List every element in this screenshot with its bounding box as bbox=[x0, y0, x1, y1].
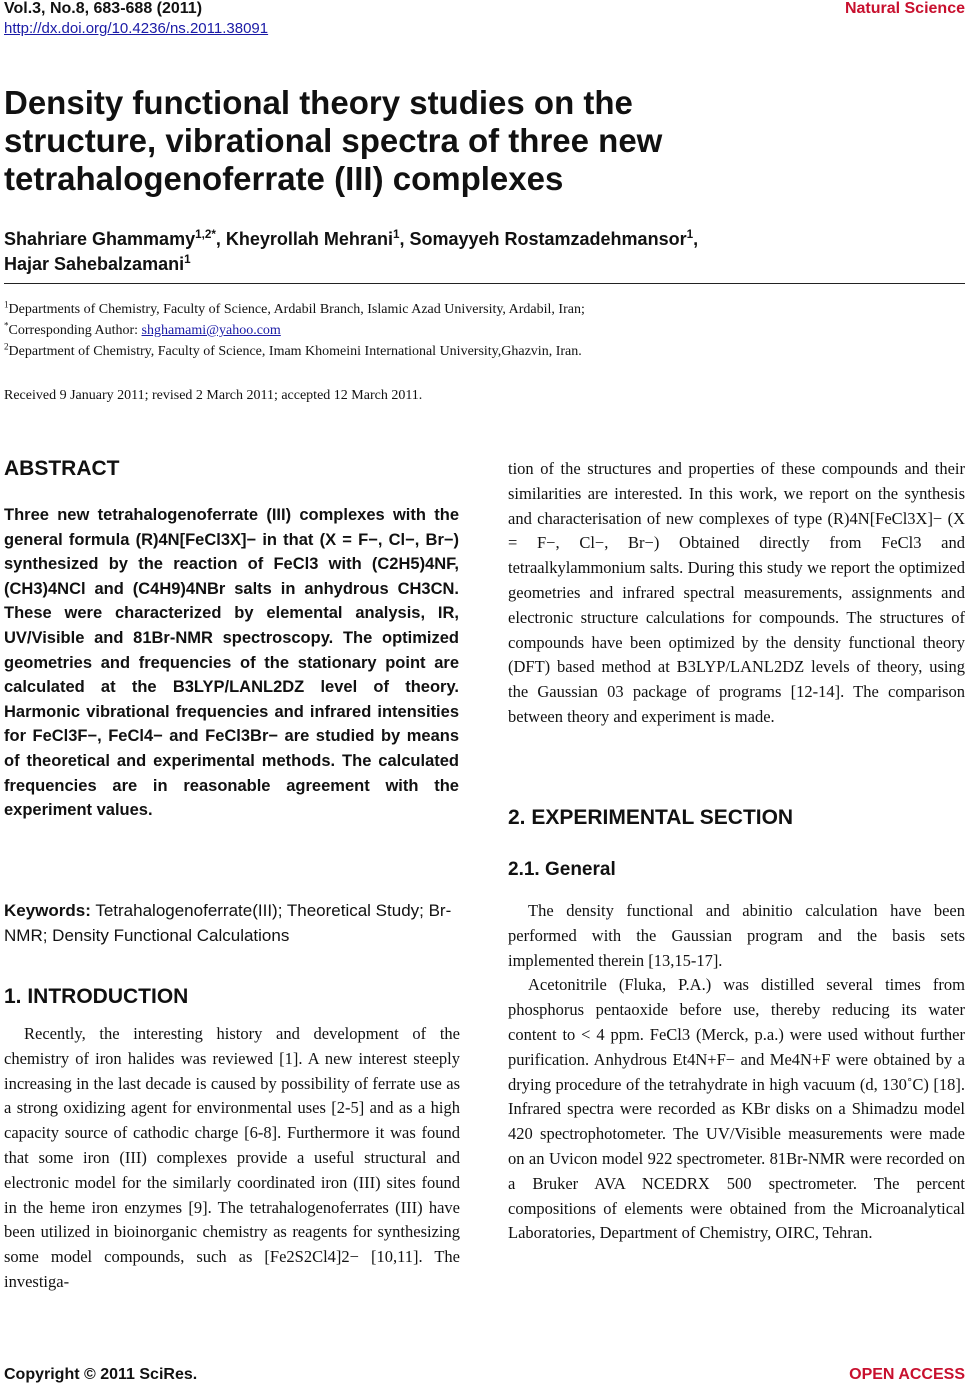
author-name: Hajar Sahebalzamani bbox=[4, 254, 185, 274]
keywords bbox=[4, 899, 459, 948]
introduction-continued bbox=[508, 457, 965, 730]
journal-name: Natural Science bbox=[844, 0, 965, 17]
corresponding-label: Corresponding Author: bbox=[8, 323, 142, 338]
author-name: Somayyeh Rostamzadehmansor bbox=[409, 229, 687, 249]
abstract-body bbox=[4, 503, 459, 823]
affiliation-mark: 2 bbox=[4, 341, 9, 352]
title-line: structure, vibrational spectra of three new bbox=[4, 122, 663, 159]
author-name: Kheyrollah Mehrani bbox=[225, 229, 393, 249]
abstract-heading: ABSTRACT bbox=[4, 457, 120, 480]
paragraph: tion of the structures and properties of these compounds and their similarities are interested. In this work, we report on the synthesis and characterisation of new complexes of type (R)4N[FeCl3X]− (X = F−, Cl−, Br−) Obtained directly from FeCl3 and tetraalkylammonium salts. During this study we report the optimized geometries and infrared spectral measurements, assignments and electronic structure calculations for compounds. The structures of compounds have been optimized by the density functional theory (DFT) based method at B3LYP/LANL2DZ levels of theory, using the Gaussian 03 package of programs [12-14]. The comparison between theory and experiment is made. bbox=[508, 459, 965, 726]
open-access-label: OPEN ACCESS bbox=[849, 1366, 965, 1383]
section-heading-introduction: 1. INTRODUCTION bbox=[4, 985, 189, 1008]
keywords-text: Tetrahalogenoferrate(III); Theoretical Study; Br-NMR; Density Functional Calculations bbox=[4, 901, 452, 945]
introduction-body bbox=[4, 1022, 460, 1295]
affiliation-mark: 1 bbox=[4, 299, 9, 310]
author-affiliation-mark: 1,2* bbox=[195, 228, 216, 241]
paper-title bbox=[4, 84, 944, 198]
email-link[interactable]: shghamami@yahoo.com bbox=[141, 323, 281, 338]
section-heading-experimental: 2. EXPERIMENTAL SECTION bbox=[508, 806, 794, 829]
abstract-text: Three new tetrahalogenoferrate (III) complexes with the general formula (R)4N[FeCl3X]− in that (X = F−, Cl−, Br−) synthesized by the reaction of FeCl3 with (C2H5)4NF, (CH3)4NCl and (C4H9)4NBr salts in anhydrous CH3CN. These were characterized by elemental analysis, IR, UV/Visible and 81Br-NMR spectroscopy. The optimized geometries and frequencies of the stationary point are calculated at the B3LYP/LANL2DZ level of theory. Harmonic vibrational frequencies and infrared intensities for FeCl3F−, FeCl4− and FeCl3Br− are studied by means of theoretical and experimental methods. The calculated frequencies are in reasonable agreement with the experiment values. bbox=[4, 506, 459, 820]
affiliation-text: Departments of Chemistry, Faculty of Science, Ardabil Branch, Islamic Azad University, Ardabil, Iran; bbox=[8, 302, 585, 317]
paragraph: Recently, the interesting history and development of the chemistry of iron halides was reviewed [1]. A new interest steeply increasing in the last decade is caused by possibility of ferrate use as a strong oxidizing agent for environmental uses [2-5] and as a high capacity source of cathodic charge [6-8]. Furthermore it was found that some iron (III) complexes provide a useful structural and electronic model for the similarly coordinated iron (III) sites found in the heme iron enzymes [9]. The tetrahalogenoferrates (III) have been utilized in bioinorganic chemistry as reagents for synthesizing some model compounds, such as [Fe2S2Cl4]2− [10,11]. The investiga- bbox=[4, 1024, 460, 1291]
paragraph: Acetonitrile (Fluka, P.A.) was distilled several times from phosphorus pentaoxide before use, thereby reducing its water content to < 4 ppm. FeCl3 (Merck, p.a.) were used without further purification. Anhydrous Et4N+F− and Me4N+F were obtained by a drying procedure of the tetrahydrate in high vacuum (d, 130˚C) [18]. Infrared spectra were recorded as KBr disks on a Shimadzu model 420 spectrophotometer. The UV/Visible measurements were made on an Uvicon model 922 spectrometer. 81Br-NMR were recorded on a Bruker AVA NCEDRX 500 spectrometer. The percent compositions of elements were obtained from the Microanalytical Laboratories, Department of Chemistry, OIRC, Tehran. bbox=[508, 975, 965, 1243]
paragraph: The density functional and abinitio calculation have been performed with the Gaussian program and the basis sets implemented therein [13,15-17]. bbox=[508, 901, 965, 970]
header-divider bbox=[4, 283, 965, 284]
author-affiliation-mark: 1 bbox=[392, 228, 400, 241]
author-affiliation-mark: 1 bbox=[184, 253, 191, 266]
received-dates: Received 9 January 2011; revised 2 March 2011; accepted 12 March 2011. bbox=[4, 388, 423, 403]
author-list: Shahriare Ghammamy$^{1,2*}$, Kheyrollah Mehrani$^1$, Somayyeh Rostamzadehmansor$^1$, Hajar Sahebalzamani$^1$ bbox=[4, 228, 699, 274]
author-name: Shahriare Ghammamy bbox=[4, 229, 196, 249]
title-line: Density functional theory studies on the bbox=[4, 84, 633, 121]
affiliation-text: Department of Chemistry, Faculty of Science, Imam Khomeini International University,Ghazvin, Iran. bbox=[8, 344, 582, 359]
corresponding-author bbox=[4, 322, 281, 340]
general-body bbox=[508, 899, 965, 1246]
affiliation-2 bbox=[4, 343, 582, 361]
affiliation-mark: * bbox=[4, 320, 9, 331]
author-affiliation-mark: 1 bbox=[686, 228, 694, 241]
keywords-label: Keywords: bbox=[4, 901, 91, 920]
copyright: Copyright © 2011 SciRes. bbox=[4, 1366, 198, 1383]
title-line: tetrahalogenoferrate (III) complexes bbox=[4, 160, 564, 197]
journal-citation: Vol.3, No.8, 683-688 (2011) bbox=[4, 0, 203, 17]
doi-link[interactable]: http://dx.doi.org/10.4236/ns.2011.38091 bbox=[4, 20, 269, 37]
subsection-heading-general: 2.1. General bbox=[508, 859, 616, 880]
affiliation-1 bbox=[4, 301, 585, 319]
